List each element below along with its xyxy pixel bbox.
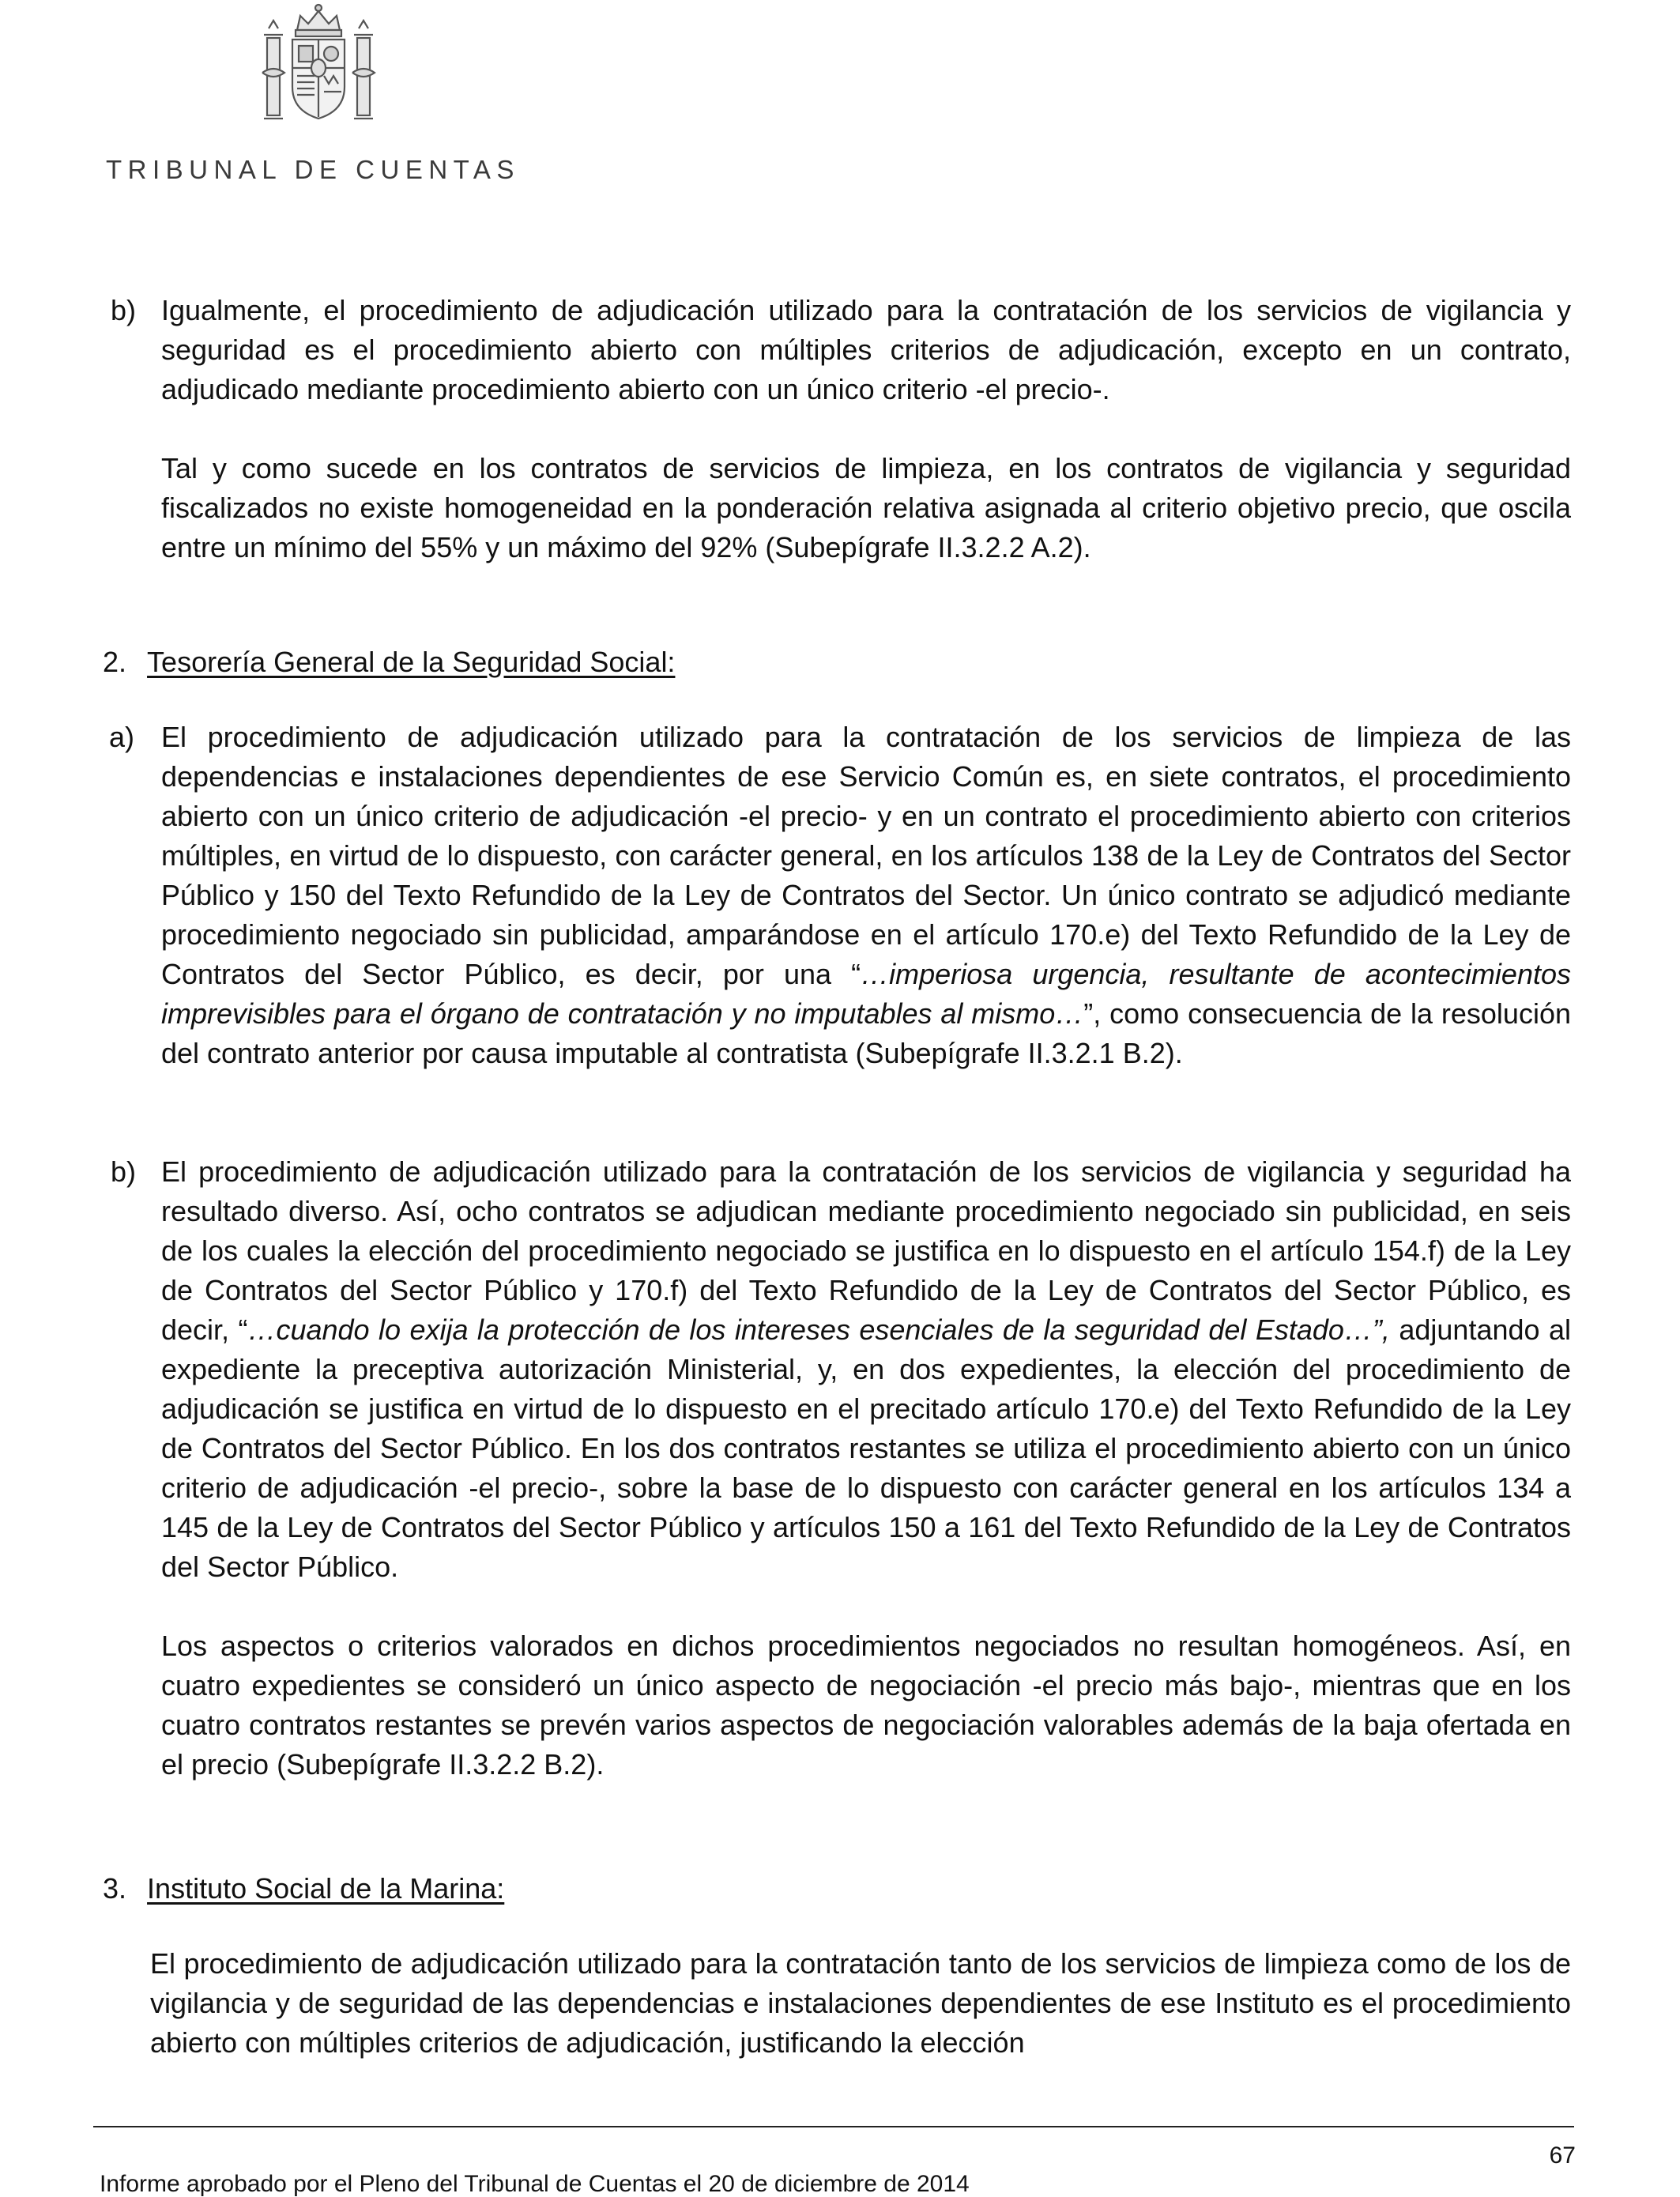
list-marker-a: a) [109,721,135,753]
quote: …imperiosa urgencia, resultante de acontecimientos imprevisibles para el órgano de contratación y no imputables al mismo… [161,958,1571,1030]
quote: …cuando lo exija la protección de los intereses esenciales de la seguridad del Estado…”, [247,1313,1390,1346]
section-title: Instituto Social de la Marina: [147,1872,505,1905]
paragraph: Igualmente, el procedimiento de adjudicación utilizado para la contratación de los servicios de vigilancia y seguridad es el procedimiento abierto con múltiples criterios de adjudicación, excepto en un contrato, adjudicado mediante procedimiento abierto con un único criterio -el precio-. [161,294,1571,405]
footer-note: Informe aprobado por el Pleno del Tribunal de Cuentas el 20 de diciembre de 2014 [100,2171,970,2197]
paragraph: El procedimiento de adjudicación utilizado para la contratación de los servicios de vigilancia y seguridad ha resultado diverso. Así, ocho contratos se adjudican mediante procedimiento negociado sin publicidad, en seis de los cuales la elección del procedimiento negociado se justifica en lo dispuesto en el artículo 154.f) de la Ley de Contratos del Sector Público y 170.f) del Texto Refundido de la Ley de Contratos del Sector Público, es decir, “…cuando lo exija la protección de los intereses esenciales de la seguridad del Estado…”, adjuntando al expediente la preceptiva autorización Ministerial, y, en dos expedientes, la elección del procedimiento de adjudicación se justifica en virtud de lo dispuesto en el precitado artículo 170.e) del Texto Refundido de la Ley de Contratos del Sector Público. En los dos contratos restantes se utiliza el procedimiento abierto con un único criterio de adjudicación -el precio-, sobre la base de lo dispuesto con carácter general en los artículos 134 a 145 de la Ley de Contratos del Sector Público y artículos 150 a 161 del Texto Refundido de la Ley de Contratos del Sector Público. [161,1155,1571,1583]
institution-name: TRIBUNAL DE CUENTAS [106,155,520,184]
page-number: 67 [1549,2142,1576,2169]
section-title: Tesorería General de la Seguridad Social: [147,646,676,678]
footer-divider [93,2126,1574,2127]
section2-item-b [161,1152,1571,1784]
section-number: 2. [103,646,127,678]
section3-heading [103,1869,504,1909]
section2-item-a [161,718,1571,1073]
section2-heading [103,643,675,682]
section3-body [150,1944,1571,2063]
paragraph: Tal y como sucede en los contratos de servicios de limpieza, en los contratos de vigilancia y seguridad fiscalizados no existe homogeneidad en la ponderación relativa asignada al criterio objetivo precio, que oscila entre un mínimo del 55% y un máximo del 92% (Subepígrafe II.3.2.2 A.2). [161,452,1571,563]
coat-of-arms-icon [251,0,386,134]
paragraph: El procedimiento de adjudicación utilizado para la contratación de los servicios de limpieza de las dependencias e instalaciones dependientes de ese Servicio Común es, en siete contratos, el procedimiento abierto con un único criterio de adjudicación -el precio- y en un contrato el procedimiento abierto con criterios múltiples, en virtud de lo dispuesto, con carácter general, en los artículos 138 de la Ley de Contratos del Sector Público y 150 del Texto Refundido de la Ley de Contratos del Sector. Un único contrato se adjudicó mediante procedimiento negociado sin publicidad, amparándose en el artículo 170.e) del Texto Refundido de la Ley de Contratos del Sector Público, es decir, por una “…imperiosa urgencia, resultante de acontecimientos imprevisibles para el órgano de contratación y no imputables al mismo…”, como consecuencia de la resolución del contrato anterior por causa imputable al contratista (Subepígrafe II.3.2.1 B.2). [161,721,1571,1069]
section-number: 3. [103,1872,127,1905]
paragraph: Los aspectos o criterios valorados en dichos procedimientos negociados no resultan homogéneos. Así, en cuatro expedientes se consideró un único aspecto de negociación -el precio más bajo-, mientras que en los cuatro contratos restantes se prevén varios aspectos de negociación valorables además de la baja ofertada en el precio (Subepígrafe II.3.2.2 B.2). [161,1630,1571,1781]
list-marker-b: b) [111,294,137,326]
paragraph: El procedimiento de adjudicación utilizado para la contratación tanto de los servicios de limpieza como de los de vigilancia y de seguridad de las dependencias e instalaciones dependientes de ese Instituto es el procedimiento abierto con múltiples criterios de adjudicación, justificando la elección [150,1947,1571,2059]
section1-item-b [161,291,1571,567]
list-marker-b: b) [111,1155,137,1188]
